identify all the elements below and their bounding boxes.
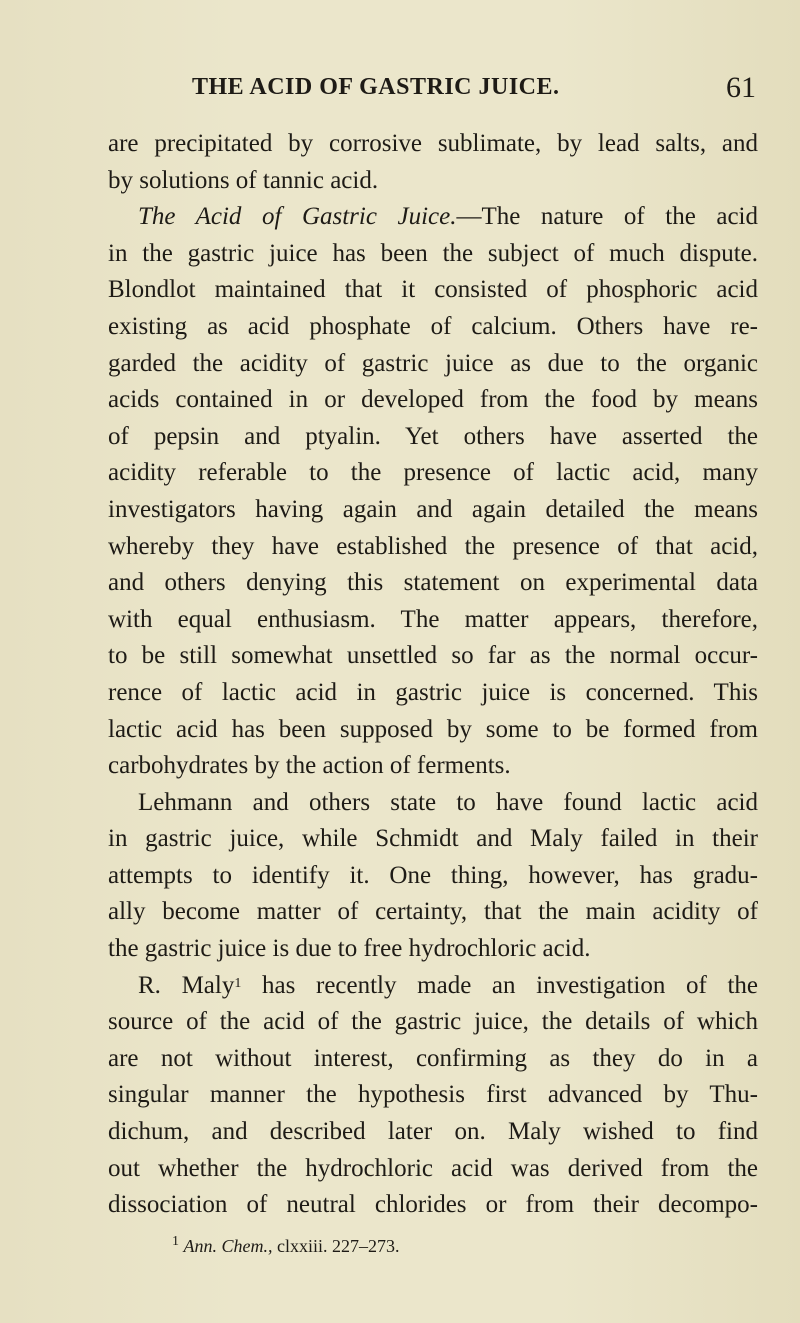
text-line: ally become matter of certainty, that the main acidity of	[108, 898, 758, 926]
text-line: to be still somewhat unsettled so far as the normal occur-	[108, 642, 758, 670]
page-number: 61	[726, 71, 756, 104]
text-line: has recently made an investigation of the	[262, 971, 759, 999]
text-line: out whether the hydrochloric acid was derived from the	[108, 1154, 758, 1182]
footnote-reference: 1	[234, 975, 242, 991]
text-line: by solutions of tannic acid.	[108, 166, 379, 194]
text-line: of pepsin and ptyalin. Yet others have asserted the	[108, 422, 758, 450]
footnote	[172, 1236, 400, 1257]
text-line: dissociation of neutral chlorides or from their decompo-	[108, 1191, 758, 1219]
footnote-source: Ann. Chem.,	[183, 1236, 273, 1256]
text-line-with-footnote	[108, 968, 758, 1005]
text-line: carbohydrates by the action of ferments.	[108, 752, 511, 780]
running-head	[108, 71, 798, 108]
text-line: acids contained in or developed from the food by means	[108, 386, 758, 414]
text-line: Lehmann and others state to have found lactic acid	[138, 788, 758, 816]
footnote-marker: 1	[172, 1234, 179, 1249]
text-line: singular manner the hypothesis first advanced by Thu-	[108, 1081, 758, 1109]
text-line: the gastric juice is due to free hydrochloric acid.	[108, 935, 591, 963]
text-line: investigators having again and again detailed the means	[108, 495, 758, 523]
text-line: The nature of the acid	[481, 203, 758, 231]
text-line: acidity referable to the presence of lactic acid, many	[108, 459, 758, 487]
text-line: attempts to identify it. One thing, however, has gradu-	[108, 861, 758, 889]
section-heading: The Acid of Gastric Juice.	[138, 203, 457, 231]
text-line: source of the acid of the gastric juice, the details of which	[108, 1008, 758, 1036]
footnote-reference-text: clxxiii. 227–273.	[277, 1236, 400, 1256]
text-line: dichum, and described later on. Maly wished to find	[108, 1118, 758, 1146]
text-line: whereby they have established the presence of that acid,	[108, 532, 758, 560]
text-line: are not without interest, confirming as they do in a	[108, 1044, 758, 1072]
text-line: Blondlot maintained that it consisted of phosphoric acid	[108, 276, 758, 304]
text-line: lactic acid has been supposed by some to be formed from	[108, 715, 758, 743]
body-text	[108, 126, 758, 1224]
text-line: in the gastric juice has been the subject of much dispute.	[108, 239, 758, 267]
text-line: rence of lactic acid in gastric juice is concerned. This	[108, 678, 758, 706]
text-line: in gastric juice, while Schmidt and Maly failed in their	[108, 825, 758, 853]
section-heading-line	[108, 199, 758, 236]
author-name: R. Maly	[138, 971, 235, 999]
text-line: are precipitated by corrosive sublimate, by lead salts, and	[108, 130, 758, 157]
text-line: existing as acid phosphate of calcium. Others have re-	[108, 312, 758, 340]
heading-dash: —	[456, 203, 482, 231]
text-line: with equal enthusiasm. The matter appears, therefore,	[108, 605, 758, 633]
running-head-title: THE ACID OF GASTRIC JUICE.	[192, 74, 560, 100]
text-line: garded the acidity of gastric juice as due to the organic	[108, 349, 758, 377]
text-line: and others denying this statement on experimental data	[108, 569, 758, 597]
